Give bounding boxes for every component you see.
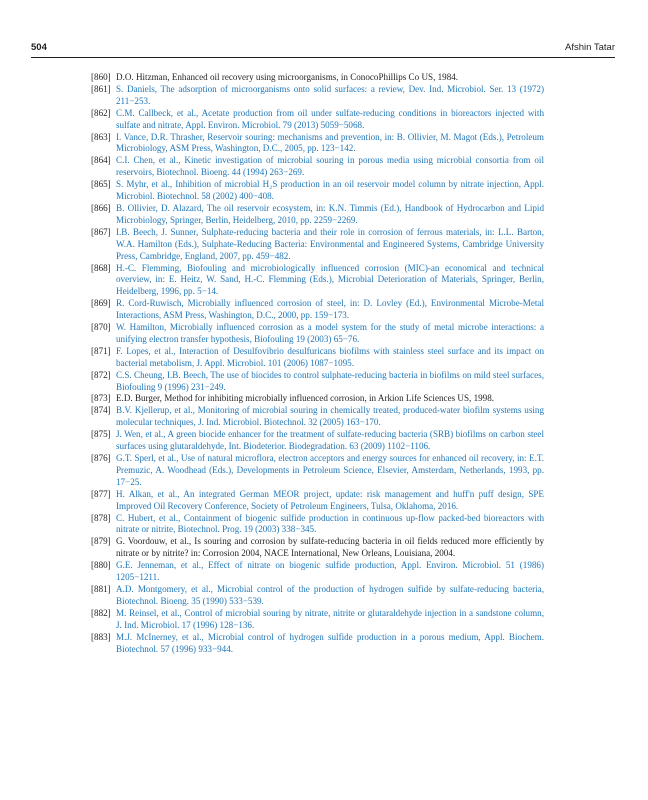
reference-number: [874] xyxy=(91,405,111,416)
reference-entry xyxy=(91,405,544,429)
reference-link[interactable]: I.B. Beech, J. Sunner, Sulphate-reducing bacteria and their role in corrosion of ferrous materials, in: L.L. Barton, W.A. Hamilton (Eds.), Sulphate-Reducing Bacteria: Environmental and Engineered Systems, Cambridge University Press, Cambridge, England, 2007, pp. 459−482. xyxy=(116,226,544,261)
reference-number: [869] xyxy=(91,298,111,309)
reference-entry xyxy=(91,513,544,537)
reference-number: [865] xyxy=(91,179,111,190)
reference-number: [876] xyxy=(91,453,111,463)
reference-number: [882] xyxy=(91,607,111,618)
reference-number: [881] xyxy=(91,583,111,594)
reference-number: [860] xyxy=(91,72,111,82)
reference-link[interactable]: C.M. Callbeck, et al., Acetate production from oil under sulfate-reducing conditions in bioreactors injected with sulfate and nitrate, Appl. Environ. Microbiol. 79 (2013) 5059−5068. xyxy=(116,107,544,130)
reference-number: [861] xyxy=(91,83,111,94)
running-head: Afshin Tatar xyxy=(565,42,615,53)
reference-link[interactable]: I. Vance, D.R. Thrasher, Reservoir souring: mechanisms and prevention, in: B. Ollivier, M. Magot (Eds.), Petroleum Microbiology, ASM Press, Washington, D.C., 2005, pp. 123−142. xyxy=(116,131,544,154)
reference-link[interactable]: J. Wen, et al., A green biocide enhancer for the treatment of sulfate-reducing bacteria (SRB) biofilms on carbon steel surfaces using glutaraldehyde, Int. Biodeterior. Biodegradation. 63 (2009) 1102−1106. xyxy=(116,429,544,452)
reference-entry xyxy=(91,536,544,560)
reference-entry xyxy=(91,263,544,299)
reference-entry xyxy=(91,429,544,453)
reference-number: [866] xyxy=(91,202,111,213)
reference-number: [873] xyxy=(91,393,111,404)
reference-link[interactable]: C.I. Chen, et al., Kinetic investigation of microbial souring in porous media using microbial consortia from oil reservoirs, Biotechnol. Bioeng. 44 (1994) 263−269. xyxy=(116,155,544,178)
reference-number: [867] xyxy=(91,226,111,237)
reference-link[interactable]: S. Daniels, The adsorption of microorganisms onto solid surfaces: a review, Dev. Ind. Microbiol. Ser. 13 (1972) 211−253. xyxy=(116,83,544,106)
reference-number: [878] xyxy=(91,512,111,523)
reference-number: [871] xyxy=(91,345,111,356)
reference-entry xyxy=(91,584,544,608)
reference-entry xyxy=(91,560,544,584)
reference-text: G. Voordouw, et al., Is souring and corrosion by sulfate-reducing bacteria in oil fields reduced more efficiently by nitrate or by nitrite? in: Corrosion 2004, NACE International, New Orleans, Louisiana, 2004. xyxy=(116,536,544,559)
page-header xyxy=(31,42,615,56)
page-number: 504 xyxy=(31,42,47,53)
reference-entry xyxy=(91,72,544,84)
reference-text: D.O. Hitzman, Enhanced oil recovery using microorganisms, in ConocoPhillips Co US, 1984. xyxy=(116,72,459,82)
reference-number: [870] xyxy=(91,322,111,333)
reference-link[interactable]: R. Cord-Ruwisch, Microbially influenced corrosion of steel, in: D. Lovley (Ed.), Environmental Microbe-Metal Interactions, ASM Press, Washington, D.C., 2000, pp. 159−173. xyxy=(116,298,544,321)
reference-link[interactable]: H.-C. Flemming, Biofouling and microbiologically influenced corrosion (MIC)-an economical and technical overview, in: E. Heitz, W. Sand, H.-C. Flemming (Eds.), Microbial Deterioration of Materials, Springer, Berlin, Heidelberg, 1996, pp. 5−14. xyxy=(116,262,544,297)
reference-entry xyxy=(91,108,544,132)
reference-entry xyxy=(91,393,544,405)
reference-list xyxy=(91,72,544,655)
reference-number: [883] xyxy=(91,631,111,642)
reference-link[interactable]: B.V. Kjellerup, et al., Monitoring of microbial souring in chemically treated, produced-water biofilm systems using molecular techniques, J. Ind. Microbiol. Biotechnol. 32 (2005) 163−170. xyxy=(116,405,544,428)
header-rule xyxy=(31,57,615,58)
reference-entry xyxy=(91,489,544,513)
reference-number: [879] xyxy=(91,536,111,547)
reference-link[interactable]: S. Myhr, et al., Inhibition of microbial H₂S production in an oil reservoir model column by nitrate injection, Appl. Microbiol. Biotechnol. 58 (2002) 400−408. xyxy=(116,179,544,202)
reference-entry xyxy=(91,370,544,394)
reference-number: [864] xyxy=(91,155,111,166)
reference-link[interactable]: H. Alkan, et al., An integrated German MEOR project, update: risk management and huff'n puff design, SPE Improved Oil Recovery Conference, Society of Petroleum Engineers, Tulsa, Oklahoma, 2016. xyxy=(116,488,544,511)
reference-entry xyxy=(91,227,544,263)
reference-number: [863] xyxy=(91,131,111,142)
reference-link[interactable]: F. Lopes, et al., Interaction of Desulfovibrio desulfuricans biofilms with stainless steel surface and its impact on bacterial metabolism, J. Appl. Microbiol. 101 (2006) 1087−1095. xyxy=(116,345,544,368)
reference-link[interactable]: B. Ollivier, D. Alazard, The oil reservoir ecosystem, in: K.N. Timmis (Ed.), Handbook of Hydrocarbon and Lipid Microbiology, Springer, Berlin, Heidelberg, 2010, pp. 2259−2269. xyxy=(116,202,544,225)
reference-entry xyxy=(91,179,544,203)
reference-number: [877] xyxy=(91,488,111,499)
reference-link[interactable]: G.E. Jenneman, et al., Effect of nitrate on biogenic sulfide production, Appl. Environ. Microbiol. 51 (1986) 1205−1211. xyxy=(116,560,544,583)
reference-entry xyxy=(91,453,544,489)
reference-number: [868] xyxy=(91,262,111,273)
reference-link[interactable]: W. Hamilton, Microbially influenced corrosion as a model system for the study of metal microbe interactions: a unifying electron transfer hypothesis, Biofouling 19 (2003) 65−76. xyxy=(116,322,544,344)
reference-link[interactable]: C.S. Cheung, I.B. Beech, The use of biocides to control sulphate-reducing bacteria in biofilms on mild steel surfaces, Biofouling 9 (1996) 231−249. xyxy=(116,369,544,392)
reference-entry xyxy=(91,132,544,156)
reference-entry xyxy=(91,203,544,227)
reference-text: E.D. Burger, Method for inhibiting microbially influenced corrosion, in Arkion Life Sciences US, 1998. xyxy=(116,393,495,404)
reference-number: [872] xyxy=(91,369,111,380)
reference-entry xyxy=(91,346,544,370)
reference-entry xyxy=(91,632,544,656)
reference-number: [862] xyxy=(91,107,111,118)
reference-entry xyxy=(91,298,544,322)
reference-entry xyxy=(91,322,544,346)
reference-link[interactable]: M.J. McInerney, et al., Microbial control of hydrogen sulfide production in a porous medium, Appl. Biochem. Biotechnol. 57 (1996) 933−944. xyxy=(116,631,544,654)
reference-link[interactable]: M. Reinsel, et al., Control of microbial souring by nitrate, nitrite or glutaraldehyde injection in a sandstone column, J. Ind. Microbiol. 17 (1996) 128−136. xyxy=(116,607,544,630)
reference-link[interactable]: G.T. Sperl, et al., Use of natural microflora, electron acceptors and energy sources for enhanced oil recovery, in: E.T. Premuzic, A. Woodhead (Eds.), Developments in Petroleum Science, Elsevier, Amsterdam, Netherlands, 1993, pp. 17−25. xyxy=(116,453,544,487)
reference-number: [880] xyxy=(91,560,111,571)
reference-entry xyxy=(91,84,544,108)
reference-link[interactable]: A.D. Montgomery, et al., Microbial control of the production of hydrogen sulfide by sulfate-reducing bacteria, Biotechnol. Bioeng. 35 (1990) 533−539. xyxy=(116,583,544,606)
reference-entry xyxy=(91,608,544,632)
reference-entry xyxy=(91,155,544,179)
reference-number: [875] xyxy=(91,429,111,440)
reference-link[interactable]: C. Hubert, et al., Containment of biogenic sulfide production in continuous up-flow packed-bed bioreactors with nitrate or nitrite, Biotechnol. Prog. 19 (2003) 338−345. xyxy=(116,512,544,535)
